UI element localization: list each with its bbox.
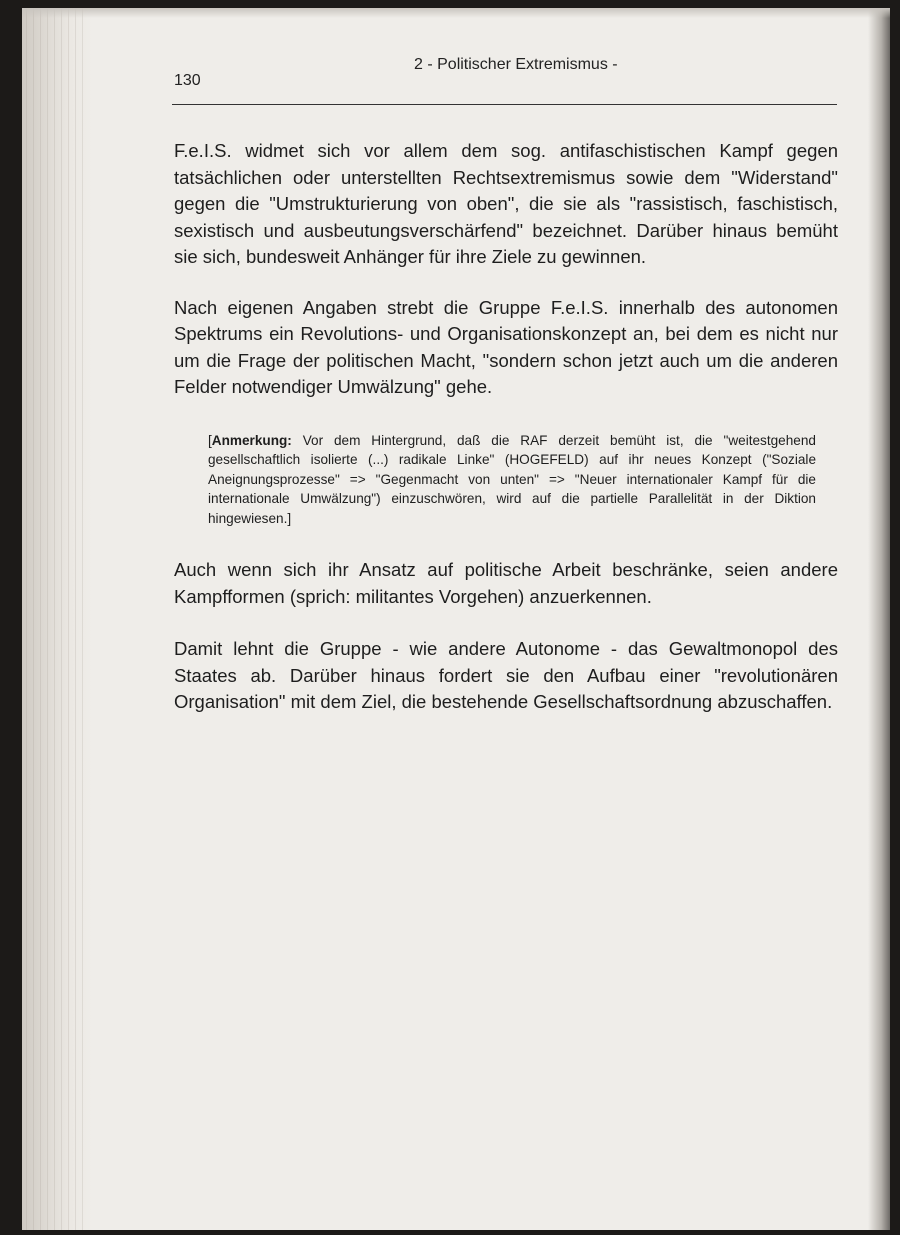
right-page-edge (868, 8, 890, 1230)
book-page (22, 8, 890, 1230)
running-head: 2 - Politischer Extremismus - (414, 56, 618, 73)
paragraph-2: Nach eigenen Angaben strebt die Gruppe F.e.I.S. innerhalb des autonomen Spektrums ein Revolutions- und Organisationskonzept an, bei dem es nicht nur um die Frage der politischen Macht, "sondern schon jetzt auch um die anderen Felder notwendiger Umwälzung" gehe. (174, 296, 838, 397)
body-text (174, 138, 838, 740)
paragraph-3: Auch wenn sich ihr Ansatz auf politische Arbeit beschränke, seien andere Kampfformen (sprich: militantes Vorgehen) anzuerkennen. (174, 559, 838, 607)
paragraph-4: Damit lehnt die Gruppe - wie andere Autonome - das Gewaltmonopol des Staates ab. Darüber hinaus fordert sie den Aufbau einer "revolutionären Organisation" mit dem Ziel, die bestehende Gesellschaftsordnung abzuschaffen. (174, 638, 838, 713)
note-open-bracket: [ (208, 432, 212, 448)
paragraph-1: F.e.I.S. widmet sich vor allem dem sog. antifaschistischen Kampf gegen tatsächlichen oder unterstellten Rechtsextremismus sowie dem "Widerstand" gegen die "Umstrukturierung von oben", die sie als "rassistisch, faschistisch, sexistisch und ausbeutungsverschärfend" bezeichnet. Darüber hinaus bemüht sie sich, bundesweit Anhänger für ihre Ziele zu gewinnen. (174, 140, 838, 267)
page-number: 130 (174, 72, 201, 89)
note-text: Vor dem Hintergrund, daß die RAF derzeit bemüht ist, die "weitestgehend gesellschaftlich isolierte (...) radikale Linke" (HOGEFELD) auf ihr neues Konzept ("Soziale Aneignungsprozesse" => "Gegenmacht von unten" => "Neuer internationaler Kampf für die internationale Umwälzung") einzuschwören, wird auf die partielle Parallelität in der Diktion hingewiesen.] (208, 432, 816, 526)
page-stack-edges (26, 8, 86, 1230)
note-label: Anmerkung: (211, 432, 292, 448)
top-page-edge (22, 8, 890, 18)
annotation-note (208, 431, 816, 529)
header-rule (172, 104, 837, 105)
